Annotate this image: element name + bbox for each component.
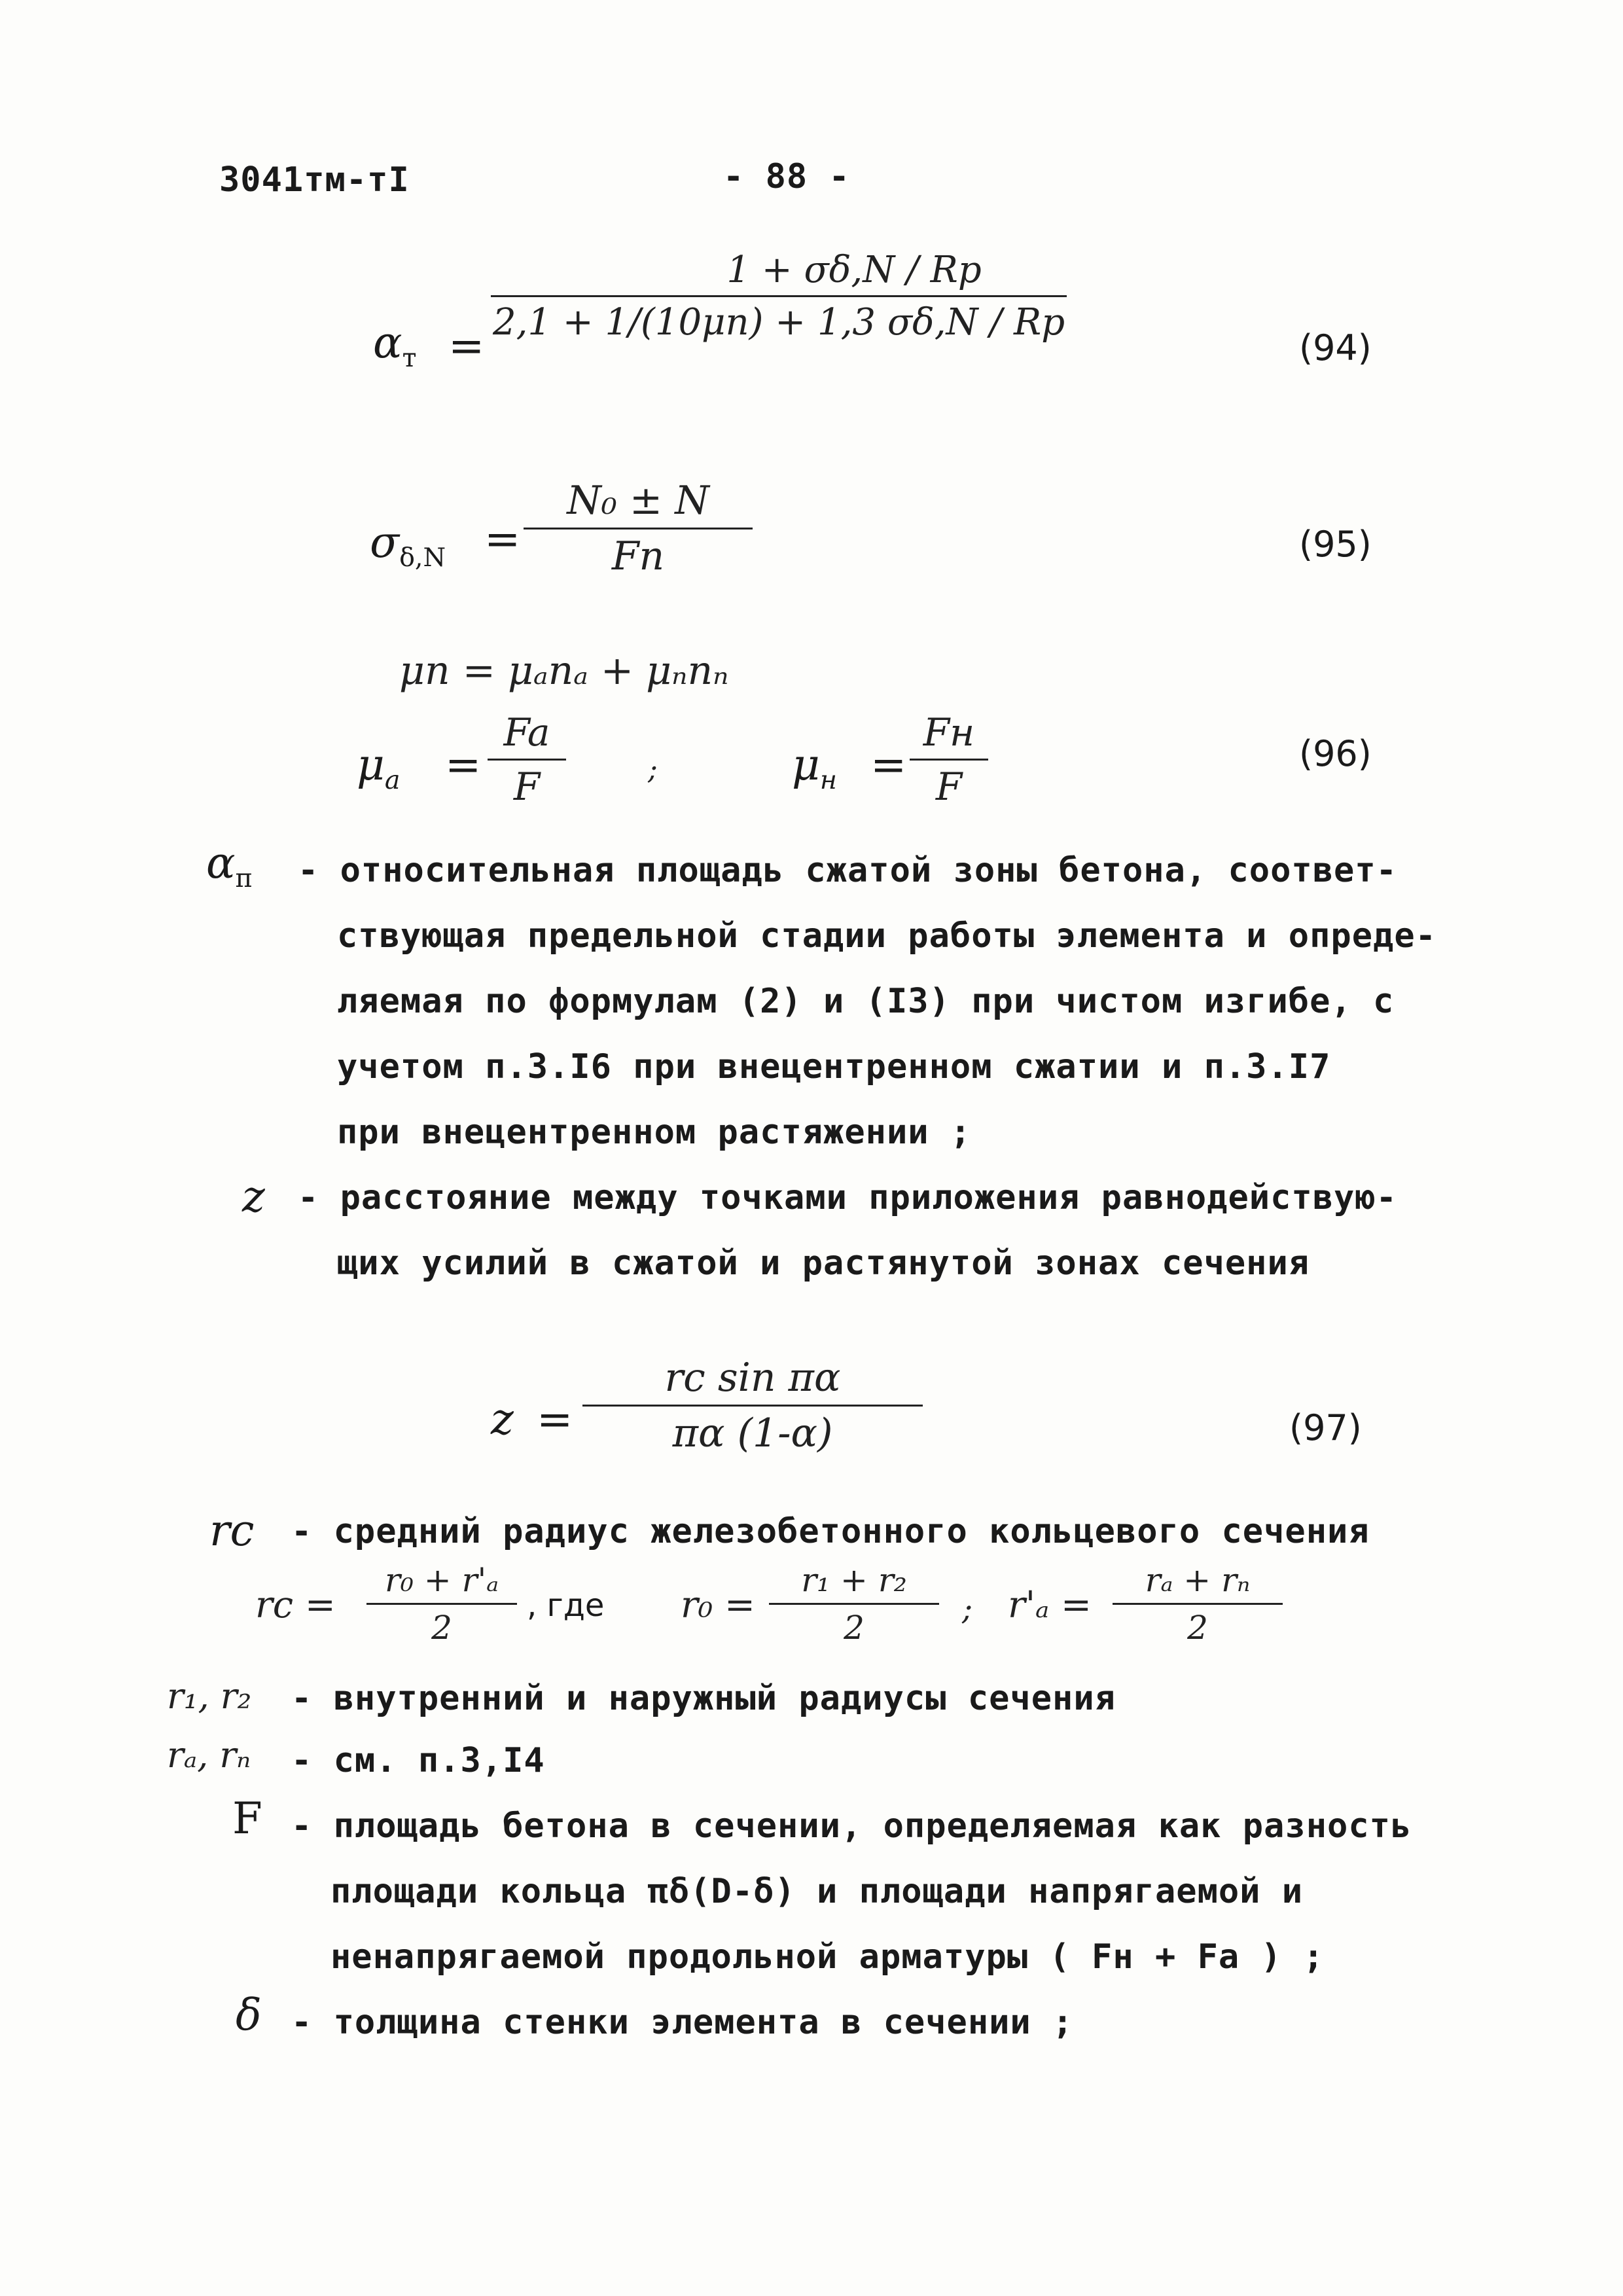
r0-formula-fraction bbox=[769, 1561, 939, 1647]
z-line-1: - расстояние между точками приложения равнодействую- bbox=[298, 1178, 1397, 1217]
delta-symbol: δ bbox=[236, 1990, 262, 2040]
F-line-1: - площадь бетона в сечении, определяемая как разность bbox=[291, 1806, 1412, 1846]
eq97-number: (97) bbox=[1289, 1407, 1362, 1448]
eq97-equals: = bbox=[537, 1394, 573, 1444]
eq96-separator: ; bbox=[648, 753, 658, 786]
eq97-lhs: z bbox=[491, 1394, 514, 1444]
ra-prime-formula-lhs: r'ₐ = bbox=[1008, 1584, 1092, 1626]
r0-formula-denominator: 2 bbox=[844, 1609, 865, 1647]
eq96-mu-h-fraction bbox=[910, 710, 988, 809]
rc-formula-separator: ; bbox=[962, 1590, 973, 1627]
eq94-numerator: 1 + σδ,N / Rр bbox=[726, 249, 982, 291]
page-number: - 88 - bbox=[723, 157, 850, 196]
alpha-n-line-1: - относительная площадь сжатой зоны бетона, соответ- bbox=[298, 851, 1397, 890]
rc-formula-lhs: rc = bbox=[255, 1584, 336, 1626]
eq95-fraction bbox=[524, 478, 753, 579]
eq94-number: (94) bbox=[1299, 327, 1372, 368]
eq95-denominator: Fп bbox=[611, 533, 665, 579]
F-line-2: площади кольца πδ(D-δ) и площади напрягаемой и bbox=[330, 1872, 1304, 1911]
eq94-fraction bbox=[491, 249, 1067, 344]
delta-description: - толщина стенки элемента в сечении ; bbox=[291, 2003, 1074, 2042]
alpha-n-symbol: $\alpha_п$ bbox=[206, 838, 253, 894]
r1-r2-symbol: r₁, r₂ bbox=[167, 1676, 252, 1717]
r0-formula-lhs: r₀ = bbox=[681, 1584, 755, 1626]
eq96-mu-a-numerator: Fa bbox=[503, 710, 550, 755]
eq95-equals: = bbox=[484, 514, 521, 564]
rc-formula-fraction bbox=[366, 1561, 517, 1647]
eq94-lhs: $\alpha_т$ bbox=[373, 317, 417, 374]
alpha-n-line-2: ствующая предельной стадии работы элемента и опреде- bbox=[337, 916, 1436, 956]
rc-where: , где bbox=[527, 1587, 605, 1624]
eq96-mu-h-numerator: Fн bbox=[923, 710, 975, 755]
eq97-fraction-bar bbox=[582, 1405, 923, 1407]
eq96-mu-h-bar bbox=[910, 759, 988, 761]
r0-formula-bar bbox=[769, 1603, 939, 1605]
rc-formula-numerator: r₀ + r'ₐ bbox=[384, 1561, 499, 1599]
r1-r2-description: - внутренний и наружный радиусы сечения bbox=[291, 1679, 1116, 1718]
eq95-numerator: N₀ ± N bbox=[567, 478, 709, 524]
r0-formula-numerator: r₁ + r₂ bbox=[801, 1561, 907, 1599]
document-code: 3041тм-тI bbox=[219, 160, 410, 200]
eq97-fraction bbox=[582, 1355, 923, 1456]
alpha-n-line-4: учетом п.3.I6 при внецентренном сжатии и п.3.I7 bbox=[337, 1047, 1331, 1086]
alpha-n-line-3: ляемая по формулам (2) и (I3) при чистом изгибе, с bbox=[337, 982, 1395, 1021]
eq96-mu-h-denominator: F bbox=[935, 764, 963, 809]
eq96-number: (96) bbox=[1299, 733, 1372, 774]
eq96-mu-a-bar bbox=[488, 759, 566, 761]
ra-prime-formula-denominator: 2 bbox=[1187, 1609, 1208, 1647]
eq96-mu-h-equals: = bbox=[870, 740, 907, 790]
rc-formula-bar bbox=[366, 1603, 517, 1605]
eq95-lhs: $\sigma_{\delta,N}$ bbox=[370, 517, 446, 573]
eq97-denominator: πα (1-α) bbox=[672, 1410, 833, 1456]
F-line-3: ненапрягаемой продольной арматуры ( Fн + Fa ) ; bbox=[330, 1937, 1325, 1977]
ra-prime-formula-numerator: rₐ + rₙ bbox=[1145, 1561, 1251, 1599]
eq94-denominator: 2,1 + 1/(10μn) + 1,3 σδ,N / Rр bbox=[492, 301, 1065, 344]
ra-prime-formula-bar bbox=[1113, 1603, 1283, 1605]
eq96-mu-a-denominator: F bbox=[513, 764, 541, 809]
ra-rh-symbol: rₐ, rₙ bbox=[167, 1734, 251, 1776]
ra-rh-description: - см. п.3,I4 bbox=[291, 1741, 545, 1780]
eq95-fraction-bar bbox=[524, 528, 753, 529]
eq95-number: (95) bbox=[1299, 524, 1372, 565]
eq94-equals: = bbox=[448, 321, 485, 371]
rc-description: - средний радиус железобетонного кольцевого сечения bbox=[291, 1512, 1370, 1551]
alpha-n-line-5: при внецентренном растяжении ; bbox=[337, 1113, 972, 1152]
eq97-numerator: rc sin πα bbox=[664, 1355, 841, 1401]
eq96-mu-a-lhs: $\mu_a$ bbox=[357, 740, 401, 796]
eq96-mu-h-lhs: $\mu_н$ bbox=[792, 740, 837, 796]
rc-formula-denominator: 2 bbox=[431, 1609, 452, 1647]
ra-prime-formula-fraction bbox=[1113, 1561, 1283, 1647]
F-symbol: F bbox=[232, 1793, 262, 1844]
eq94-fraction-bar bbox=[491, 295, 1067, 297]
z-symbol: z bbox=[242, 1172, 265, 1222]
eq96-line1: μn = μₐnₐ + μₙnₙ bbox=[399, 648, 729, 694]
rc-symbol: rc bbox=[209, 1505, 255, 1556]
eq96-mu-a-fraction bbox=[488, 710, 566, 809]
z-line-2: щих усилий в сжатой и растянутой зонах сечения bbox=[337, 1244, 1310, 1283]
eq96-mu-a-equals: = bbox=[445, 740, 482, 790]
